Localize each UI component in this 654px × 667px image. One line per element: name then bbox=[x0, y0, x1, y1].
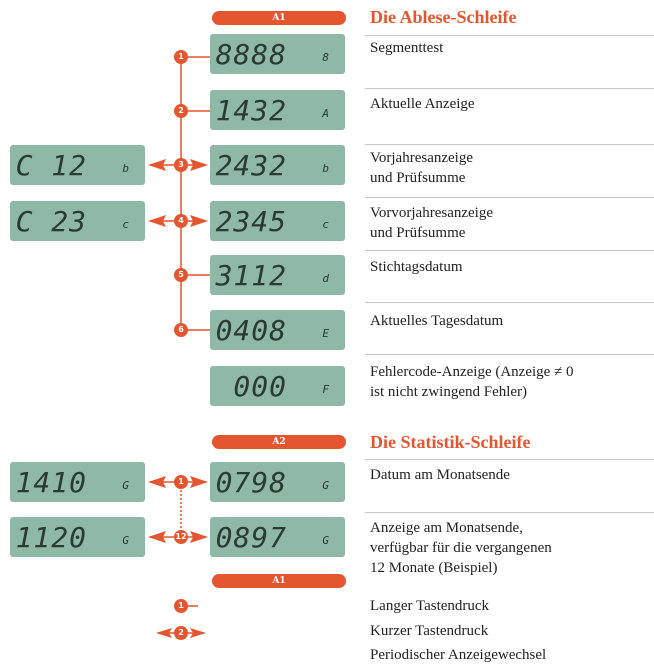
lcd-display bbox=[210, 310, 345, 350]
row-description: Datum am Monatsende bbox=[370, 467, 510, 483]
lcd-main-value: 0408 bbox=[215, 314, 287, 347]
divider bbox=[365, 302, 654, 303]
lcd-display bbox=[210, 255, 345, 295]
lcd-sub-code: G bbox=[122, 534, 129, 547]
lcd-main-value: C 12 bbox=[15, 149, 87, 182]
lcd-display bbox=[210, 201, 345, 241]
lcd-sub-code: G bbox=[322, 479, 329, 492]
lcd-sub-code: F bbox=[322, 383, 329, 396]
legend-text: Kurzer Tastendruck bbox=[370, 623, 489, 639]
divider bbox=[365, 459, 654, 460]
divider bbox=[365, 512, 654, 513]
lcd-main-value: 1432 bbox=[215, 94, 287, 127]
lcd-main-value: 2432 bbox=[215, 149, 287, 182]
lcd-display bbox=[210, 90, 345, 130]
step-marker: 6 bbox=[174, 323, 188, 337]
row-description: Fehlercode-Anzeige (Anzeige ≠ 0 ist nicht zwingend Fehler) bbox=[370, 364, 574, 400]
divider bbox=[365, 144, 654, 145]
legend-text: Periodischer Anzeigewechsel bbox=[370, 647, 547, 663]
lcd-display bbox=[210, 145, 345, 185]
row-description: Anzeige am Monatsende, verfügbar für die vergangenen 12 Monate (Beispiel) bbox=[370, 520, 552, 576]
lcd-sub-code: G bbox=[322, 534, 329, 547]
step-marker: 1 bbox=[174, 475, 188, 489]
lcd-main-value: 2345 bbox=[215, 205, 287, 238]
lcd-side-display bbox=[10, 462, 145, 502]
loop-label-a2: A2 bbox=[212, 435, 346, 449]
step-marker: 5 bbox=[174, 268, 188, 282]
lcd-sub-code: 8 bbox=[322, 51, 329, 64]
loop-label-a1: A1 bbox=[212, 11, 346, 25]
lcd-display bbox=[210, 366, 345, 406]
lcd-side-display bbox=[10, 145, 145, 185]
divider bbox=[365, 88, 654, 89]
lcd-main-value: 000 bbox=[233, 370, 287, 403]
lcd-side-display bbox=[10, 201, 145, 241]
divider bbox=[365, 354, 654, 355]
lcd-display bbox=[210, 517, 345, 557]
step-marker: 12 bbox=[174, 530, 188, 544]
lcd-sub-code: b bbox=[322, 162, 329, 175]
legend-short-press-icon: 2 bbox=[174, 626, 188, 640]
step-marker: 2 bbox=[174, 104, 188, 118]
lcd-side-display bbox=[10, 517, 145, 557]
row-description: Aktuelle Anzeige bbox=[370, 96, 475, 112]
lcd-display bbox=[210, 34, 345, 74]
legend-long-press-icon: 1 bbox=[174, 599, 188, 613]
divider bbox=[365, 250, 654, 251]
lcd-main-value: C 23 bbox=[15, 205, 87, 238]
lcd-main-value: 1120 bbox=[15, 521, 87, 554]
lcd-main-value: 1410 bbox=[15, 466, 87, 499]
divider bbox=[365, 35, 654, 36]
lcd-sub-code: E bbox=[322, 327, 329, 340]
legend-text: Langer Tastendruck bbox=[370, 598, 490, 614]
row-description: Vorvorjahresanzeige und Prüfsumme bbox=[370, 205, 494, 241]
lcd-main-value: 0897 bbox=[215, 521, 287, 554]
step-marker: 4 bbox=[174, 214, 188, 228]
ablese-title: Die Ablese-Schleife bbox=[370, 7, 517, 27]
lcd-sub-code: b bbox=[122, 162, 129, 175]
step-marker: 3 bbox=[174, 158, 188, 172]
lcd-display bbox=[210, 462, 345, 502]
row-description: Segmenttest bbox=[370, 40, 444, 56]
divider bbox=[365, 197, 654, 198]
row-description: Aktuelles Tagesdatum bbox=[370, 313, 504, 329]
loop-label-a1-return: A1 bbox=[212, 574, 346, 588]
lcd-sub-code: A bbox=[322, 107, 329, 120]
step-marker: 1 bbox=[174, 50, 188, 64]
lcd-sub-code: G bbox=[122, 479, 129, 492]
lcd-main-value: 8888 bbox=[215, 38, 287, 71]
lcd-sub-code: c bbox=[322, 218, 329, 231]
lcd-sub-code: c bbox=[122, 218, 129, 231]
row-description: Vorjahresanzeige und Prüfsumme bbox=[370, 150, 474, 186]
lcd-main-value: 3112 bbox=[215, 259, 287, 292]
lcd-main-value: 0798 bbox=[215, 466, 287, 499]
row-description: Stichtagsdatum bbox=[370, 259, 463, 275]
lcd-sub-code: d bbox=[322, 272, 329, 285]
statistik-title: Die Statistik-Schleife bbox=[370, 432, 531, 452]
